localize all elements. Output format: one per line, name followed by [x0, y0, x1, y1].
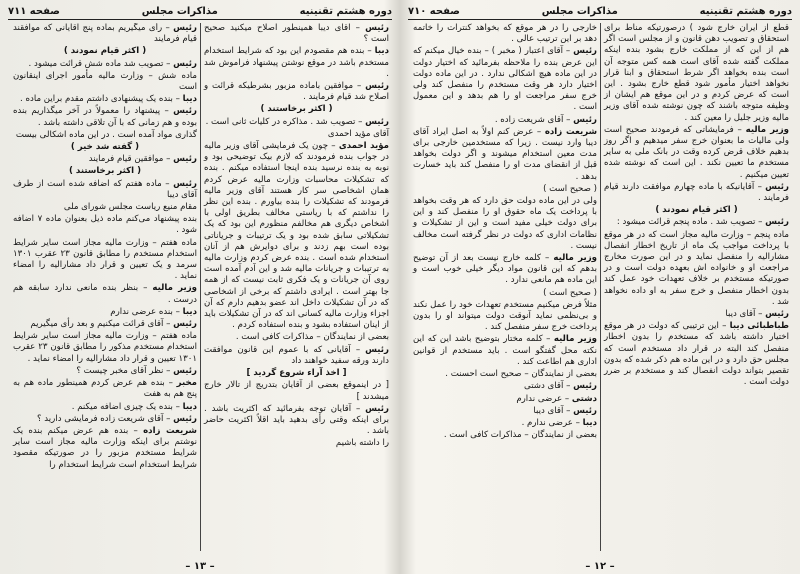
speech-text: – تصویب شد ماده شش قرائت میشود . — [28, 58, 171, 69]
speaker-name: رئیس — [365, 344, 389, 355]
paragraph — [13, 214, 197, 236]
text-columns — [8, 23, 392, 551]
speech-text: ( صحیح است ) — [543, 183, 597, 194]
speech-text: – آقای شریعت زاده . — [494, 114, 571, 125]
speaker-name: وزیر مالیه — [152, 283, 197, 294]
speech-text: – آقای قرائت میکنیم و بعد رأی میگیریم — [30, 319, 171, 330]
column-right — [201, 23, 392, 551]
paragraph — [604, 309, 789, 320]
speech-text: – بنده عرضی ندارم — [110, 306, 180, 317]
speaker-name: رئیس — [173, 178, 197, 189]
speech-text: – آقایانیکه با ماده چهارم موافقت دارند قیام فرمایند . — [604, 181, 789, 204]
speaker-name: شریعت زاده — [143, 425, 197, 436]
speaker-name: رئیس — [573, 381, 597, 392]
paragraph — [13, 23, 197, 45]
paragraph — [13, 71, 197, 93]
header-page-number: صفحه ۷۱۱ — [8, 5, 60, 17]
speech-text: بعضی از نمایندگان – مذاکرات کافی است . — [235, 332, 389, 343]
speech-text: – بنده هم عرض کردم همینطور ماده هم به پنج هم به هفت — [13, 378, 197, 400]
paragraph — [204, 129, 389, 140]
vote-note: ( اکثر برخاستند ) — [68, 166, 142, 177]
speech-text: – آقای دیبا — [533, 405, 571, 416]
paragraph — [204, 141, 389, 331]
right-page — [400, 0, 800, 574]
speech-text: را داشته باشیم — [335, 438, 389, 449]
speaker-name: دیبا — [182, 306, 197, 317]
paragraph — [604, 230, 789, 308]
speech-text: – کلمه مختار بتوضیح باشد این که این نکته محل گفتگو است . باید مستخدم از قوانین اداری هم اطاعت کند . — [413, 334, 597, 367]
speech-text: – موافقین قیام فرمایند — [88, 154, 171, 165]
column-right — [601, 23, 792, 551]
speaker-name: وزیر مالیه — [553, 334, 597, 345]
page-footer-number: – ۱۳ – — [185, 561, 215, 572]
paragraph — [604, 321, 789, 388]
header-volume: دوره هشتم تقنینیه — [299, 5, 392, 17]
speech-text: – بنظر بنده مانعی ندارد سابقه هم درست . — [13, 283, 197, 305]
speech-text: ماده هفتم – وزارت مالیه مجاز است سایر شرایط استخدام مستخدم مذکور را مطابق قانون ۲۳ عقرب ۱۳۰۱ تعیین و قرار داد مشارالیه را امضاء نماید . — [13, 331, 197, 364]
header-volume: دوره هشتم تقنینیه — [699, 5, 792, 17]
speech-text: – تصویب شد . ماده پنجم قرائت میشود : — [616, 217, 763, 228]
speech-text: ماده هفتم – وزارت مالیه مجاز است سایر شرایط استخدام مستخدم را مطابق قانون ۲۳ عقرب ۱۳۰۱ سرمد و یک تعیین و قرار داد مشارالیه را امضاء نماید . — [13, 237, 197, 282]
speech-text: – چون یک فرمایشی آقای وزیر مالیه در جواب بنده فرمودند که لازم بیک توضیحی بود و نوبه به بنده نرسید بنده اینجا استفاده میکنم . بنده که تشکیلات محاسبات وزارت مالیه عرض کردم همان اشخاصی سر کار هستند آقای وزیر مالیه فرمودند که تشکیلات را بنده بیاورم . بنده این نظر را نداشتم که با ریاستی مخالف بطریق اولی با اشخاص دیگری هم مخالفم منظورم این بود که یک تشکیلاتی سابق شده بود و یک ترتیبات و جریاناتی بوده است بهم زدند و برای دوایرش هم از آنان استخدام شده است . بنده عرض کردم وزارت مالیه به ترتیبات و جریانات مالیه شد و این آدم آمده است روی آن جریانات و یک فکری ثابت نیست که از همه جا بهتر است . ایرادی داشتم که برخی از اشخاصی که در آن تشکیلات داخل اند عضو بدهیم دارم که آن اجزاء وزارت مالیه کسانی اند که در آن تشکیلات باید از اینان استفاده بشود و بنده استفاده کردم . — [204, 141, 389, 331]
speech-text: – آقای دشتی — [524, 381, 571, 392]
paragraph — [13, 238, 197, 283]
speech-text: گذاری مواد آمده است . در این ماده اشکالی بیست — [15, 129, 197, 140]
speech-text: – آقای شریعت زاده فرمایشی دارید ؟ — [36, 413, 171, 424]
page-footer-number: – ۱۲ – — [585, 561, 615, 572]
paragraph — [413, 300, 597, 334]
paragraph — [413, 288, 597, 299]
paragraph — [13, 307, 197, 318]
speech-text: بنده پیشنهاد می‌کنم ماده ذیل بعنوان ماده ۷ اضافه شود . — [13, 214, 197, 236]
paragraph — [413, 418, 597, 429]
paragraph — [204, 438, 389, 449]
speech-text: بعضی از نمایندگان – مذاکرات کافی است . — [443, 430, 597, 441]
paragraph — [413, 196, 597, 252]
paragraph — [204, 380, 389, 402]
speech-text: – نظر آقای مخبر چیست ؟ — [76, 365, 171, 376]
speech-text: – آقای اعتبار ( مخبر ) – بنده خیال میکنم که این عرض بنده را ملاحظه بفرمائید که اختیار دولت در این ماده هیچ اشکالی ندارد . در این ماده دولت اختیار دارد هر وقت مستخدم را منفصل کند ولی خرج سفر مراجعت او را هم بدهد و این معمول است . — [413, 46, 597, 113]
paragraph — [413, 430, 597, 441]
speech-text: بعضی از نمایندگان – صحیح است احسنت . — [445, 369, 597, 380]
paragraph — [413, 369, 597, 380]
speaker-name: رئیس — [173, 154, 197, 165]
speaker-name: رئیس — [173, 365, 197, 376]
speaker-name: رئیس — [173, 319, 197, 330]
paragraph — [413, 115, 597, 126]
speaker-name: دیبا — [182, 94, 197, 105]
speech-text: ماده پنجم – وزارت مالیه مجاز است که در هر موقع با پرداخت مواجب یک ماه از تاریخ اخطار انفصال مشارالیه را منفصل نماید و در این صورت مخارج مراجعت او و خانواده اش بعهده دولت است و در صورتیکه مستخدم بر خلاف تعهدات خود عمل کند بدون اخطار منفصل و خرج سفر به او داده نخواهد شد . — [604, 229, 789, 307]
paragraph — [13, 202, 197, 213]
speaker-name: رئیس — [173, 23, 197, 33]
paragraph — [13, 283, 197, 305]
speech-text: – رأی میگیریم بماده پنج آقایانی که موافقند قیام فرمایند — [13, 23, 197, 45]
speaker-name: مؤید احمدی — [338, 141, 389, 152]
paragraph — [204, 117, 389, 128]
speaker-name: رئیس — [365, 81, 390, 92]
paragraph — [204, 332, 389, 343]
vote-note: ( اکثر برخاستند ) — [260, 104, 333, 115]
paragraph — [13, 130, 197, 141]
speech-text: [ در اینموقع بعضی از آقایان بتدریج از تالار خارج میشدند ] — [204, 380, 389, 402]
speech-text: – آقای دیبا همینطور اصلاح میکنید صحیح است ؟ — [204, 23, 389, 45]
speaker-name: رئیس — [173, 58, 197, 69]
speaker-name: رئیس — [365, 403, 389, 414]
speaker-name: شریعت زاده — [544, 126, 598, 137]
speech-text: – این ترتیبی که دولت در هر موقع اختیار داشته باشد که مستخدم را بدون اخطار منفصل کند البته در قرار داد مستخدم است که مجلس حق دارد و در این ماده هم ذکر شده که بدون تقصیر بتواند دولت انفصال کند و مستخدم بر ضرر دولت است . — [604, 321, 789, 388]
header-title: مذاکرات مجلس — [541, 5, 618, 17]
speaker-name: مخبر — [176, 378, 197, 389]
speech-text: خارجی را در هر موقع که بخواهد کنترات را خاتمه دهد بر این ترتیب عالی . — [413, 23, 597, 45]
speech-text: قطع از ایران خارج شود ) درصورتیکه مناط برای استحقاق و تصویب دهن قانون و از مجلس است اگر هم از این که از مملکت خارج بشود بنده اینکه مملکت گفته شده آقای است همه کس متوجه آن است بنده بخواهد اگر شرط استحقاق و ابنا قرار نخواهد اختیار مأمور شود قطع خارج بشود . این است که عرض کردم و در این موقع هم ایشان از وظیفه متوجه باشند که چون نوشته شده آقای وزیر مالیه وزیر جلیل را معین کند . — [604, 23, 789, 123]
paragraph — [413, 394, 597, 405]
paragraph — [413, 253, 597, 287]
paragraph — [413, 23, 597, 45]
column-left — [10, 23, 201, 551]
speaker-name: رئیس — [173, 106, 197, 117]
speech-text: – موافقین باماده مزبور بشرطیکه قرائت و اصلاح شد قیام فرمایند . — [204, 81, 389, 103]
speech-text: – پیشنهاد را معمولاً در آخر میگذاریم بنده بوده و هم زمانی که با آن تلاقی داشته باشد . — [13, 106, 197, 128]
paragraph — [13, 94, 197, 105]
speech-text: – عرضی ندارم — [516, 393, 570, 404]
speech-text: – آقایان توجه بفرمائید که اکثریت باشد . برای اینکه وقتی رأی بدهید باید اقلاً اکثریت حاضر باشد . — [204, 403, 389, 437]
speech-text: – کلمه خارج نیست بعد از آن توضیح بدهم که این قانون مواد دیگر خیلی خوب است و این ماده هم مانعی ندارد . — [413, 253, 597, 286]
speaker-name: رئیس — [365, 116, 389, 127]
header-page-number: صفحه ۷۱۰ — [408, 5, 460, 17]
speech-text: – بنده هم عرض میکنم بنده یک نوشتم برای اینکه وزارت مالیه مجاز است سایر شرایط مستخدم مزبور را در صورتیکه مقصود شرایط استخدام است شرایط استخدام را — [13, 425, 197, 470]
speech-text: ولی در این ماده دولت حق دارد که هر وقت بخواهد با پرداخت یک ماه حقوق او را منفصل کند و این برای دولت خیلی مفید است و این از تشکیلات و نظامات اداری که دولت در نظر گرفته است مخالف نیست . — [413, 196, 597, 251]
paragraph — [13, 402, 197, 413]
vote-note: [ اخذ آراء شروع گردید ] — [246, 368, 347, 379]
paragraph — [13, 59, 197, 70]
vote-note: ( اکثر قیام نمودند ) — [655, 205, 738, 216]
speaker-name: رئیس — [765, 217, 789, 228]
speech-text: – آقای دیبا — [725, 309, 763, 320]
paragraph — [204, 23, 389, 45]
column-left — [410, 23, 601, 551]
speaker-name: رئیس — [173, 413, 197, 424]
paragraph — [413, 334, 597, 368]
speech-text: – آقایانی که با عموم این قانون موافقت دارند ورقه سفید خواهند داد — [204, 344, 389, 366]
speech-text: – بنده یک چیزی اضافه میکنم . — [71, 401, 180, 412]
speech-text: – ماده هفتم که اضافه شده است از طرف آقای دیبا — [13, 178, 197, 200]
paragraph — [204, 46, 389, 80]
speech-text: – فرمایشاتی که فرمودند صحیح است ولی مالیات ما بعنوان خرج سفر میدهیم و اگر روز بدهیم خلاف قرض کرده وقت در بانک ملی به سایر مستخدم ما تعیین نکند . این است که نوشته شده تعیین میکنیم . — [604, 124, 789, 180]
paragraph — [413, 127, 597, 183]
speech-text: – بنده هم مقصودم این بود که شرایط استخدام مستخدم باشد در موقع نوشتن پیشنهاد فراموش شد . — [204, 46, 389, 79]
paragraph — [13, 378, 197, 400]
speaker-name: دشتی — [571, 393, 597, 404]
paragraph — [413, 184, 597, 195]
paragraph — [13, 106, 197, 128]
speaker-name: رئیس — [365, 23, 389, 33]
page-header — [408, 4, 792, 20]
speech-text: – بنده یک پیشنهادی داشتم مقدم براین ماده . — [20, 94, 180, 105]
speech-text: – عرض کنم اولاً به اصل ایراد آقای دیبا وارد نیست . زیرا که مستخدمین خارجی برای مدت معین استخدام میشوند و اگر دولت بخواهد قبل از انقضای مدت او را منفصل کند باید خسارت بدهد . — [413, 126, 597, 182]
speaker-name: رئیس — [765, 181, 789, 192]
paragraph — [13, 331, 197, 365]
speaker-name: رئیس — [573, 46, 598, 57]
paragraph — [604, 182, 789, 204]
paragraph — [13, 414, 197, 425]
speaker-name: دیبا — [582, 417, 597, 428]
paragraph — [13, 154, 197, 165]
speech-text: ( صحیح است ) — [543, 287, 597, 298]
paragraph — [13, 179, 197, 201]
speech-text: ماده شش – وزارت مالیه مأمور اجرای اینقانون است — [13, 70, 197, 93]
page-header — [8, 4, 392, 20]
speaker-name: رئیس — [573, 405, 597, 416]
speaker-name: رئیس — [765, 309, 789, 320]
paragraph — [413, 381, 597, 392]
paragraph — [413, 46, 597, 113]
speaker-name: وزیر مالیه — [553, 253, 598, 264]
speaker-name: دیبا — [182, 401, 197, 412]
paragraph — [13, 426, 197, 471]
speaker-name: رئیس — [573, 114, 597, 125]
paragraph — [204, 404, 389, 438]
speech-text: مقام منیع ریاست مجلس شورای ملی — [63, 202, 197, 213]
vote-note: ( اکثر قیام نمودند ) — [63, 46, 147, 57]
speech-text: – عرضی ندارم . — [521, 417, 580, 428]
vote-note: ( گفته شد خیر ) — [70, 142, 140, 153]
paragraph — [604, 125, 789, 181]
paragraph — [13, 366, 197, 377]
paragraph — [604, 23, 789, 124]
paragraph — [204, 81, 389, 103]
paragraph — [604, 217, 789, 228]
header-title: مذاکرات مجلس — [141, 5, 218, 17]
paragraph — [13, 319, 197, 330]
speaker-name: طباطبائی دیبا — [729, 321, 789, 332]
paragraph — [204, 345, 389, 367]
speech-text: مثلاً فرض میکنیم مستخدم تعهدات خود را عمل نکند و بی‌نظمی نماید آنوقت دولت میتواند او را بدون پرداخت خرج سفر منفصل کند . — [413, 299, 597, 333]
speaker-name: وزیر مالیه — [745, 124, 790, 135]
speech-text: – تصویب شد . مذاکره در کلیات ثانی است . — [205, 116, 363, 127]
speech-text: آقای مؤید احمدی — [327, 128, 389, 139]
speaker-name: دیبا — [374, 46, 389, 57]
paragraph — [413, 406, 597, 417]
text-columns — [408, 23, 792, 551]
